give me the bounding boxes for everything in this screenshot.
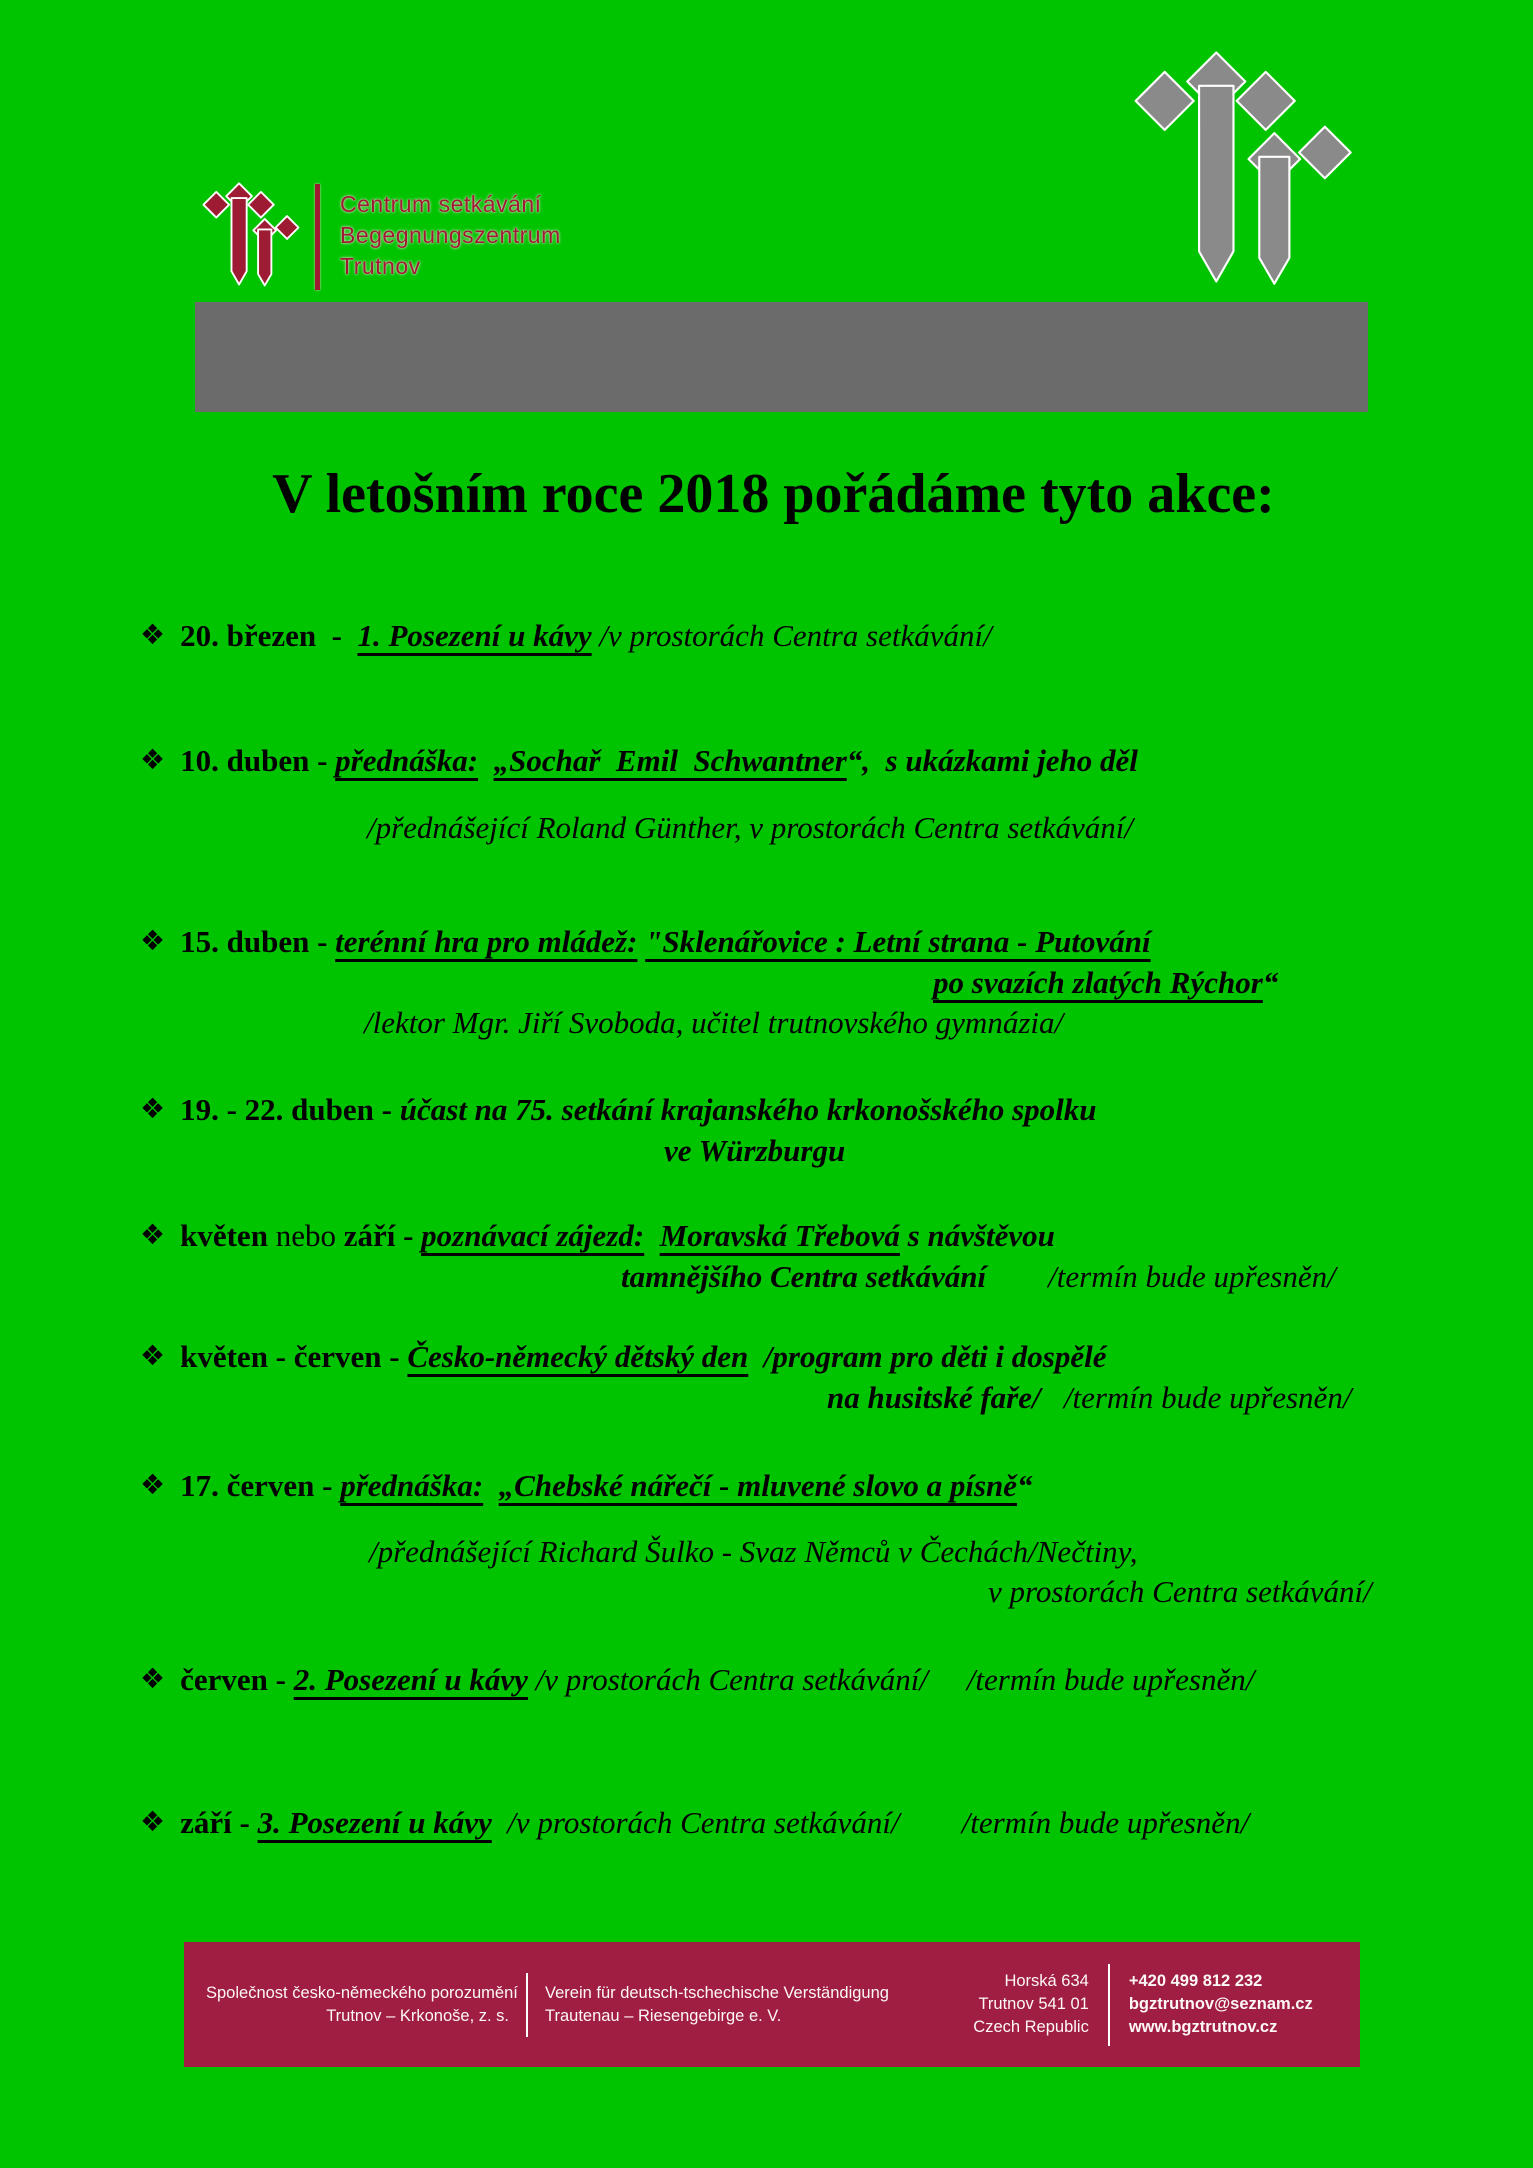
diamond-bullet-icon: ❖ bbox=[140, 1805, 166, 1838]
text-segment: “ bbox=[1017, 1468, 1033, 1503]
brand-divider bbox=[315, 184, 320, 290]
footer-line: Trutnov 541 01 bbox=[978, 1995, 1089, 2013]
event-line bbox=[140, 1532, 1493, 1572]
event-item bbox=[140, 1090, 1493, 1171]
event-line bbox=[140, 1003, 1493, 1043]
event-item bbox=[140, 1803, 1493, 1844]
text-segment: účast na 75. setkání krajanského krkonošského spolku bbox=[399, 1092, 1097, 1127]
footer-line: Horská 634 bbox=[1004, 1972, 1089, 1990]
event-line bbox=[140, 1216, 1493, 1257]
event-line bbox=[140, 741, 1493, 782]
footer-address bbox=[889, 1970, 1089, 2039]
event-item bbox=[140, 1466, 1493, 1612]
event-line bbox=[140, 1803, 1493, 1844]
event-item bbox=[140, 1660, 1493, 1701]
text-segment: 2. Posezení u kávy bbox=[293, 1662, 528, 1697]
event-item bbox=[140, 1216, 1493, 1297]
text-segment: poznávací zájezd: bbox=[421, 1218, 645, 1253]
diamond-bullet-icon: ❖ bbox=[140, 618, 166, 651]
text-segment: /termín bude upřesněn/ bbox=[1040, 1380, 1352, 1415]
diamond-bullet-icon: ❖ bbox=[140, 924, 166, 957]
text-segment: v prostorách Centra setkávání/ bbox=[988, 1574, 1372, 1609]
event-line bbox=[140, 1131, 1493, 1171]
tr-monogram-icon-small bbox=[200, 180, 300, 294]
text-segment: 15. duben - bbox=[180, 924, 336, 959]
footer-line: Společnost česko-německého porozumění bbox=[206, 1983, 518, 2002]
text-segment: /lektor Mgr. Jiří Svoboda, učitel trutnovského gymnázia/ bbox=[364, 1005, 1064, 1040]
text-segment bbox=[644, 1218, 660, 1253]
text-segment bbox=[483, 1468, 499, 1503]
text-segment: ve Würzburgu bbox=[664, 1133, 846, 1168]
brand-text-line: Centrum setkávání bbox=[340, 191, 542, 217]
text-segment: na husitské faře/ bbox=[827, 1380, 1041, 1415]
footer-line: Trutnov – Krkonoše, z. s. bbox=[326, 2006, 509, 2025]
text-segment: s návštěvou bbox=[899, 1218, 1055, 1253]
text-segment: tamnějšího Centra setkávání bbox=[621, 1259, 987, 1294]
text-segment: terénní hra pro mládež: bbox=[335, 924, 638, 959]
footer-contact bbox=[1129, 1970, 1338, 2039]
footer-website: www.bgztrutnov.cz bbox=[1128, 2018, 1278, 2036]
text-segment: “ bbox=[1262, 965, 1279, 1000]
footer-divider bbox=[526, 1973, 528, 2037]
event-line bbox=[140, 1660, 1493, 1701]
banner-bar bbox=[195, 302, 1368, 412]
text-segment: 20. březen - bbox=[180, 618, 358, 653]
footer-line: Verein für deutsch-tschechische Verständigung bbox=[545, 1983, 889, 2002]
text-segment: květen - červen - bbox=[180, 1339, 408, 1374]
brand-text-line: Trutnov bbox=[340, 253, 421, 279]
text-segment: 19. - 22. duben - bbox=[180, 1092, 400, 1127]
event-line bbox=[140, 1090, 1493, 1131]
brand-text-line: Begegnungszentrum bbox=[340, 222, 561, 248]
event-line bbox=[140, 808, 1493, 848]
tr-monogram-icon-large bbox=[1128, 45, 1354, 303]
event-item bbox=[140, 741, 1493, 848]
event-line bbox=[140, 922, 1493, 963]
text-segment: 1. Posezení u kávy bbox=[357, 618, 592, 653]
text-segment: 3. Posezení u kávy bbox=[257, 1805, 492, 1840]
text-segment: /v prostorách Centra setkávání/ bbox=[591, 618, 992, 653]
text-segment: „Sochař Emil Schwantner bbox=[493, 743, 847, 778]
text-segment: přednáška: bbox=[335, 743, 479, 778]
text-segment: Moravská Třebová bbox=[659, 1218, 900, 1253]
events-list bbox=[0, 616, 1533, 1844]
footer-phone: +420 499 812 232 bbox=[1128, 1972, 1263, 1990]
text-segment: nebo bbox=[267, 1218, 344, 1253]
footer-divider bbox=[1108, 1964, 1110, 2046]
text-segment: /přednášející Richard Šulko - Svaz Němců v Čechách/Nečtiny, bbox=[369, 1534, 1138, 1569]
event-line bbox=[140, 1466, 1493, 1507]
diamond-bullet-icon: ❖ bbox=[140, 1218, 166, 1251]
text-segment: po svazích zlatých Rýchor bbox=[933, 965, 1263, 1000]
text-segment: září bbox=[343, 1218, 396, 1253]
text-segment: Česko-německý dětský den bbox=[407, 1339, 749, 1374]
diamond-bullet-icon: ❖ bbox=[140, 1468, 166, 1501]
brand-text bbox=[340, 180, 561, 282]
diamond-bullet-icon: ❖ bbox=[140, 1662, 166, 1695]
diamond-bullet-icon: ❖ bbox=[140, 1339, 166, 1372]
text-segment bbox=[478, 743, 494, 778]
brand-logo-small bbox=[200, 180, 561, 294]
event-line bbox=[140, 1378, 1493, 1418]
text-segment: "Sklenářovice : Letní strana - Putování bbox=[645, 924, 1151, 959]
text-segment: 10. duben - bbox=[180, 743, 336, 778]
text-segment: 17. červen - bbox=[180, 1468, 341, 1503]
header bbox=[0, 0, 1533, 412]
text-segment: květen bbox=[180, 1218, 268, 1253]
text-segment: - bbox=[395, 1218, 422, 1253]
footer-org-cz bbox=[206, 1982, 518, 2028]
event-line bbox=[140, 1572, 1493, 1612]
event-line bbox=[140, 616, 1493, 657]
footer-line: Trautenau – Riesengebirge e. V. bbox=[545, 2006, 782, 2025]
text-segment: přednáška: bbox=[340, 1468, 484, 1503]
footer-bar bbox=[184, 1942, 1360, 2067]
text-segment: “, s ukázkami jeho děl bbox=[846, 743, 1138, 778]
event-line bbox=[140, 1337, 1493, 1378]
text-segment: „Chebské nářečí - mluvené slovo a písně bbox=[498, 1468, 1018, 1503]
event-item bbox=[140, 922, 1493, 1043]
text-segment: /termín bude upřesněn/ bbox=[986, 1259, 1336, 1294]
footer-email: bgztrutnov@seznam.cz bbox=[1128, 1995, 1313, 2013]
text-segment: /v prostorách Centra setkávání/ /termín bude upřesněn/ bbox=[491, 1805, 1250, 1840]
page-title: V letošním roce 2018 pořádáme tyto akce: bbox=[272, 463, 1275, 525]
diamond-bullet-icon: ❖ bbox=[140, 743, 166, 776]
footer-org-de bbox=[545, 1982, 889, 2028]
footer-line: Czech Republic bbox=[973, 2018, 1089, 2036]
event-item bbox=[140, 616, 1493, 657]
event-line bbox=[140, 963, 1493, 1003]
text-segment: červen - bbox=[180, 1662, 294, 1697]
text-segment: /program pro děti i dospělé bbox=[748, 1339, 1107, 1374]
event-item bbox=[140, 1337, 1493, 1418]
event-line bbox=[140, 1257, 1493, 1297]
text-segment: /v prostorách Centra setkávání/ /termín bude upřesněn/ bbox=[527, 1662, 1255, 1697]
diamond-bullet-icon: ❖ bbox=[140, 1092, 166, 1125]
text-segment: /přednášející Roland Günther, v prostorách Centra setkávání/ bbox=[367, 810, 1134, 845]
text-segment: září - bbox=[180, 1805, 258, 1840]
